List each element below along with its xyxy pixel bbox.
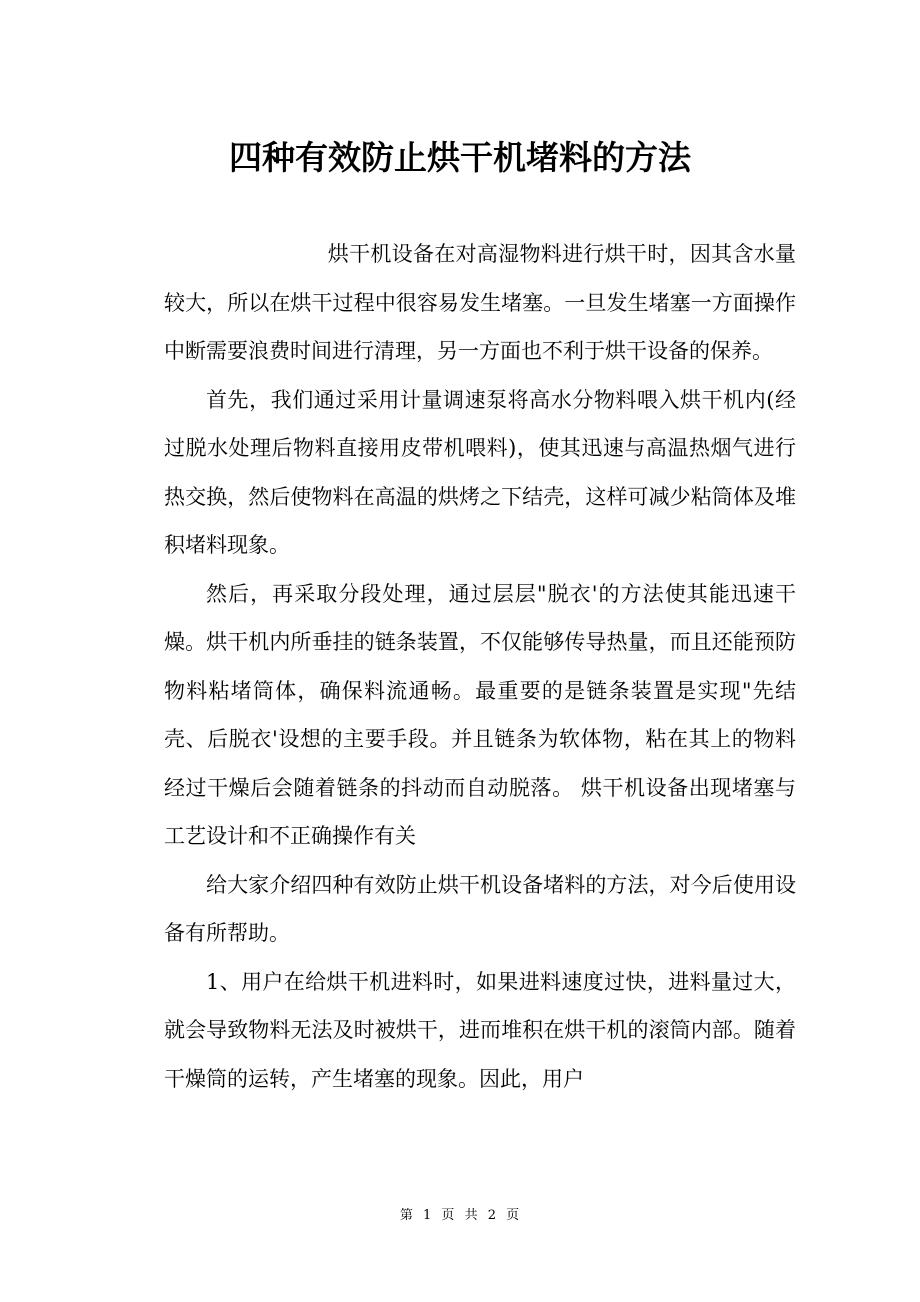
paragraph-method-1: 1、用户在给烘干机进料时，如果进料速度过快，进料量过大，就会导致物料无法及时被烘干，进而堆积在烘干机的滚筒内部。随着干燥筒的运转，产生堵塞的现象。因此，用户 [164,969,796,1091]
paragraph-first-step: 首先，我们通过采用计量调速泵将高水分物料喂入烘干机内(经过脱水处理后物料直接用皮带机喂料)，使其迅速与高温热烟气进行热交换，然后使物料在高温的烘烤之下结壳，这样可减少粘筒体及堆积堵料现象。 [164,387,796,557]
paragraph-intro: 烘干机设备在对高湿物料进行烘干时，因其含水量较大，所以在烘干过程中很容易发生堵塞。一旦发生堵塞一方面操作中断需要浪费时间进行清理，另一方面也不利于烘干设备的保养。 [164,242,796,363]
footer-current-page: 1 [422,1208,433,1223]
document-body [164,230,796,1103]
footer-mid2: 共 [464,1208,479,1223]
footer-mid1: 页 [441,1208,456,1223]
footer-prefix: 第 [399,1208,414,1223]
footer-suffix: 页 [506,1208,521,1223]
page-title: 四种有效防止烘干机堵料的方法 [229,138,691,177]
paragraph-introduce-methods: 给大家介绍四种有效防止烘干机设备堵料的方法，对今后使用设备有所帮助。 [164,872,796,945]
footer-total-pages: 2 [487,1208,497,1223]
page-footer [0,1204,920,1228]
paragraph-second-step: 然后，再采取分段处理，通过层层"脱衣'的方法使其能迅速干燥。烘干机内所垂挂的链条装置，不仅能够传导热量，而且还能预防物料粘堵筒体，确保料流通畅。最重要的是链条装置是实现"先结壳、后脱衣'设想的主要手段。并且链条为软体物，粘在其上的物料经过干燥后会随着链条的抖动而自动脱落。 烘干机设备出现堵塞与工艺设计和不正确操作有关 [164,581,796,848]
